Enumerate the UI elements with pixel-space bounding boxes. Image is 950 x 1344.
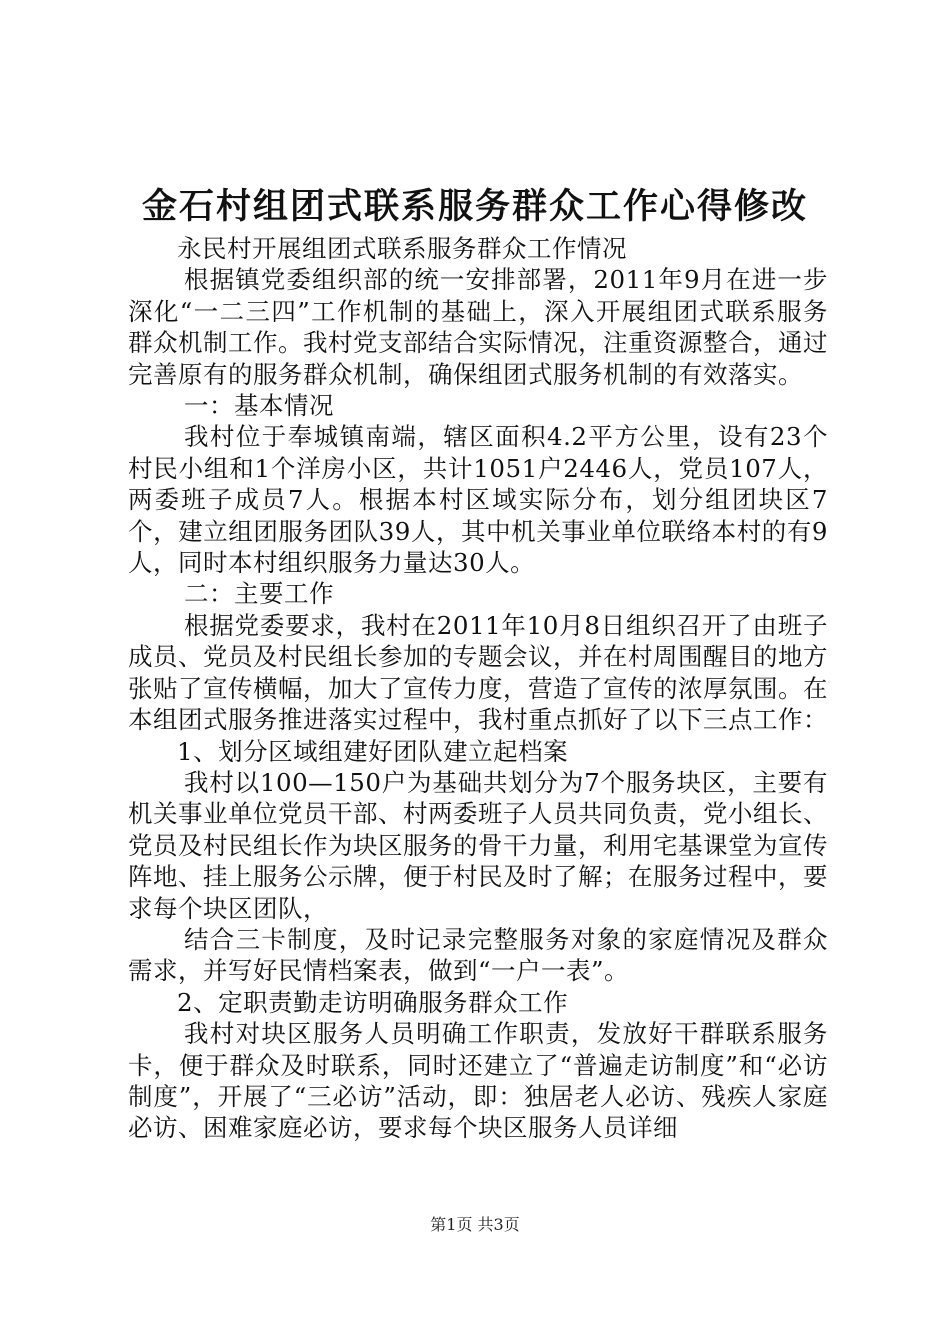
paragraph-subtitle: 永民村开展组团式联系服务群众工作情况 bbox=[177, 234, 627, 263]
document-title: 金石村组团式联系服务群众工作心得修改 bbox=[141, 186, 808, 227]
subsection-heading: 2、定职责勤走访明确服务群众工作 bbox=[177, 987, 569, 1017]
page-number: 第1页 共3页 bbox=[430, 1215, 520, 1234]
section-heading: 一：基本情况 bbox=[184, 391, 334, 421]
paragraph: 我村位于奉城镇南端，辖区面积4.2平方公里，设有23个村民小组和1个洋房小区，共计1051户2446人，党员107人，两委班子成员7人。根据本村区域实际分布，划分组团块区7个，建立组团服务团队39人，其中机关事业单位联络本村的有9人，同时本村组织服务力量达30人。 bbox=[128, 422, 828, 578]
paragraph: 根据党委要求，我村在2011年10月8日组织召开了由班子成员、党员及村民组长参加的专题会议，并在村周围醒目的地方张贴了宣传横幅，加大了宣传力度，营造了宣传的浓厚氛围。在本组团式服务推进落实过程中，我村重点抓好了以下三点工作： bbox=[128, 610, 828, 735]
paragraph: 我村对块区服务人员明确工作职责，发放好干群联系服务卡，便于群众及时联系，同时还建立了“普遍走访制度”和“必访制度”，开展了“三必访”活动，即：独居老人必访、残疾人家庭必访、困难家庭必访，要求每个块区服务人员详细 bbox=[128, 1019, 828, 1143]
section-heading: 二：主要工作 bbox=[184, 579, 334, 609]
document-body bbox=[128, 233, 828, 1144]
paragraph: 根据镇党委组织部的统一安排部署，2011年9月在进一步深化“一二三四”工作机制的基础上，深入开展组团式联系服务群众机制工作。我村党支部结合实际情况，注重资源整合，通过完善原有的服务群众机制，确保组团式服务机制的有效落实。 bbox=[128, 265, 828, 389]
paragraph: 我村以100—150户为基础共划分为7个服务块区，主要有机关事业单位党员干部、村两委班子人员共同负责，党小组长、党员及村民组长作为块区服务的骨干力量，利用宅基课堂为宣传阵地、挂上服务公示牌，便于村民及时了解；在服务过程中，要求每个块区团队， bbox=[128, 767, 828, 923]
subsection-heading: 1、划分区域组建好团队建立起档案 bbox=[177, 736, 569, 766]
paragraph: 结合三卡制度，及时记录完整服务对象的家庭情况及群众需求，并写好民情档案表，做到“一户一表”。 bbox=[128, 924, 828, 986]
